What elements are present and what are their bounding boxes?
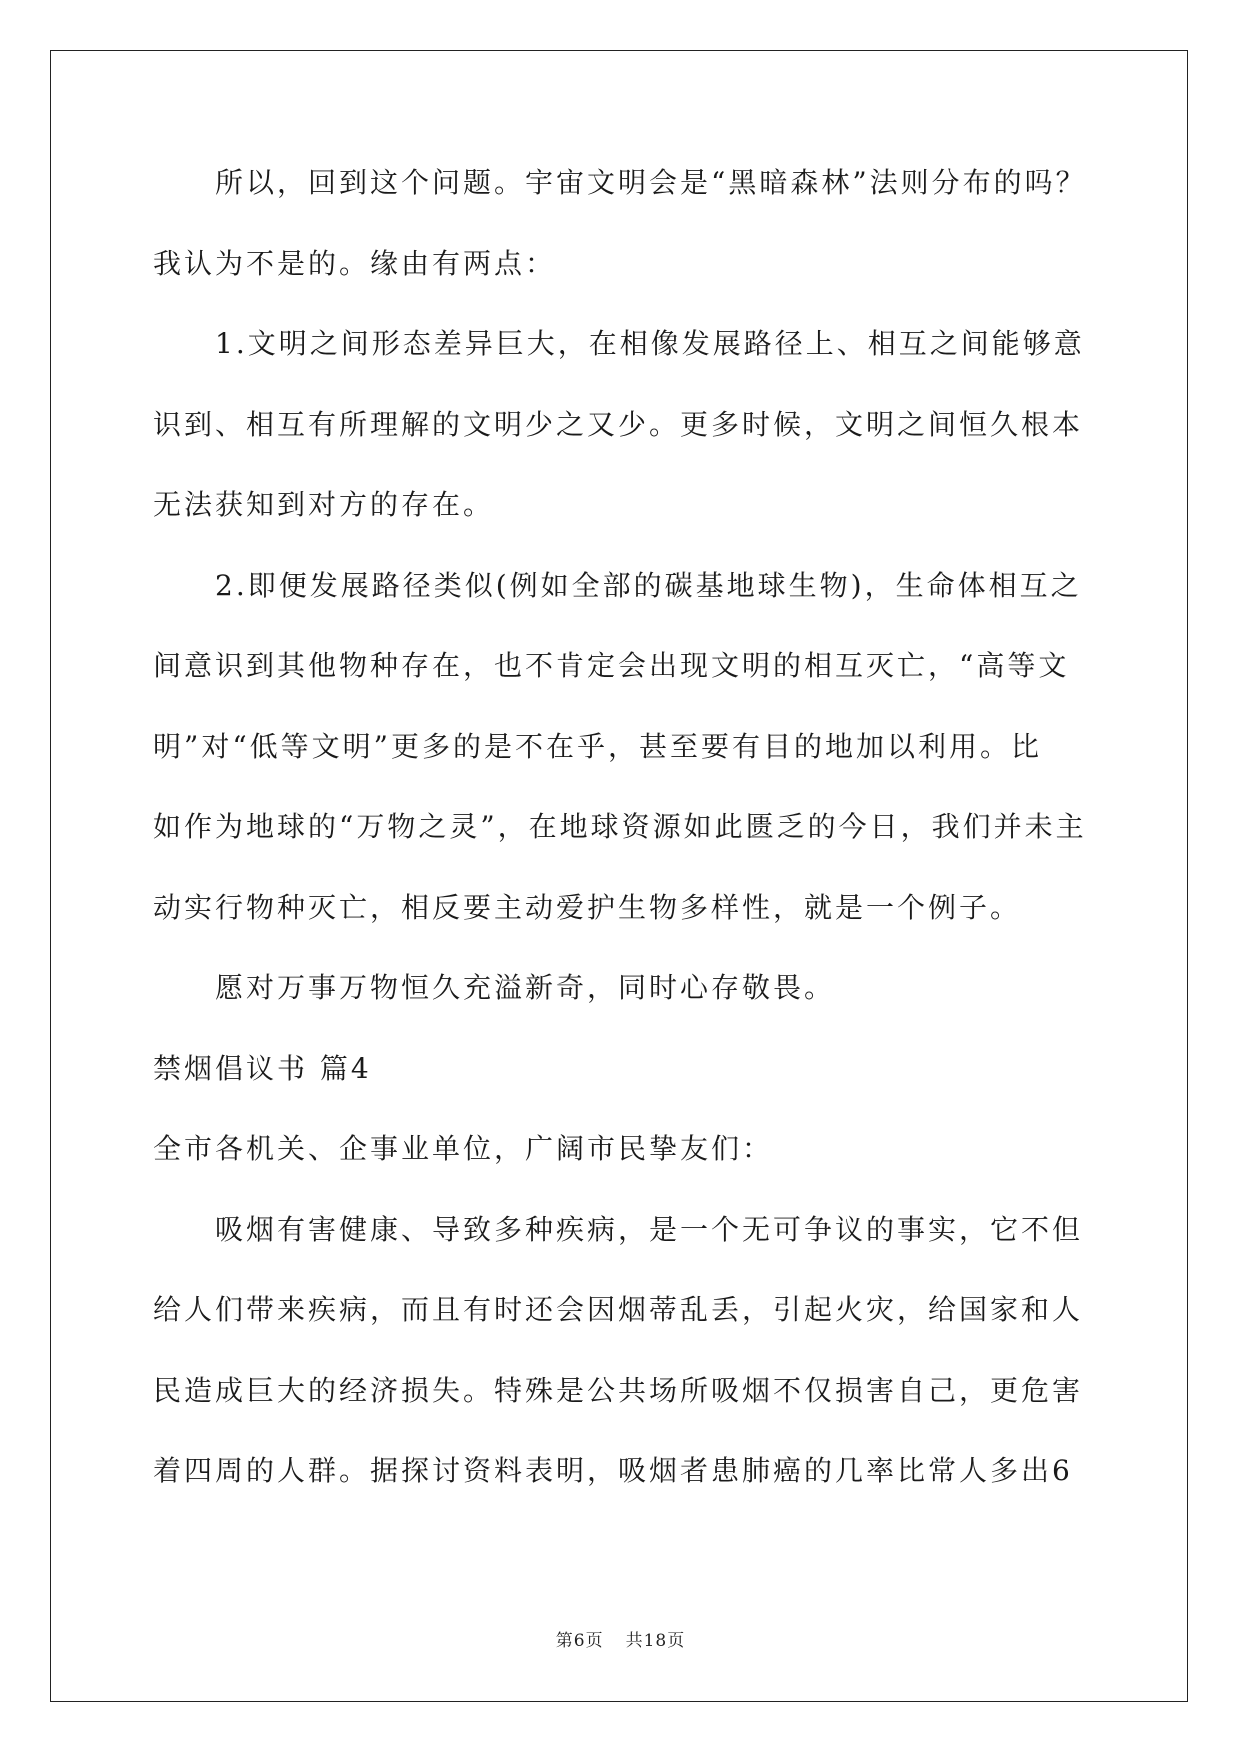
section-heading: 禁烟倡议书 篇4 [153,1051,372,1085]
paragraph-line: 给人们带来疾病，而且有时还会因烟蒂乱丢，引起火灾，给国家和人 [153,1293,1084,1326]
paragraph-line: 愿对万事万物恒久充溢新奇，同时心存敬畏。 [215,971,836,1004]
paragraph-line: 动实行物种灭亡，相反要主动爱护生物多样性，就是一个例子。 [153,890,1022,924]
page-number: 第6页 [555,1631,604,1651]
paragraph-line: 我认为不是的。缘由有两点： [153,246,557,280]
page-total: 共18页 [625,1631,686,1651]
document-body [153,163,1093,1532]
paragraph-line: 1.文明之间形态差异巨大，在相像发展路径上、相互之间能够意 [215,327,1085,360]
paragraph-line: 所以，回到这个问题。宇宙文明会是“黑暗森林”法则分布的吗？ [215,166,1087,199]
paragraph-line: 民造成巨大的经济损失。特殊是公共场所吸烟不仅损害自己，更危害 [153,1373,1084,1407]
paragraph-line: 间意识到其他物种存在，也不肯定会出现文明的相互灭亡，“高等文 [153,649,1070,682]
salutation-line: 全市各机关、企事业单位，广阔市民挚友们： [153,1132,774,1165]
paragraph-line: 吸烟有害健康、导致多种疾病，是一个无可争议的事实，它不但 [215,1212,1084,1246]
paragraph-line: 2.即便发展路径类似(例如全部的碳基地球生物)，生命体相互之 [215,568,1082,602]
paragraph-line: 识到、相互有所理解的文明少之又少。更多时候，文明之间恒久根本 [153,407,1084,441]
paragraph-line: 如作为地球的“万物之灵”，在地球资源如此匮乏的今日，我们并未主 [153,810,1087,843]
paragraph-line: 无法获知到对方的存在。 [153,488,495,521]
paragraph-line: 明”对“低等文明”更多的是不在乎，甚至要有目的地加以利用。比 [153,729,1042,763]
page-footer [0,1626,1241,1651]
paragraph-line: 着四周的人群。据探讨资料表明，吸烟者患肺癌的几率比常人多出6 [153,1454,1073,1487]
